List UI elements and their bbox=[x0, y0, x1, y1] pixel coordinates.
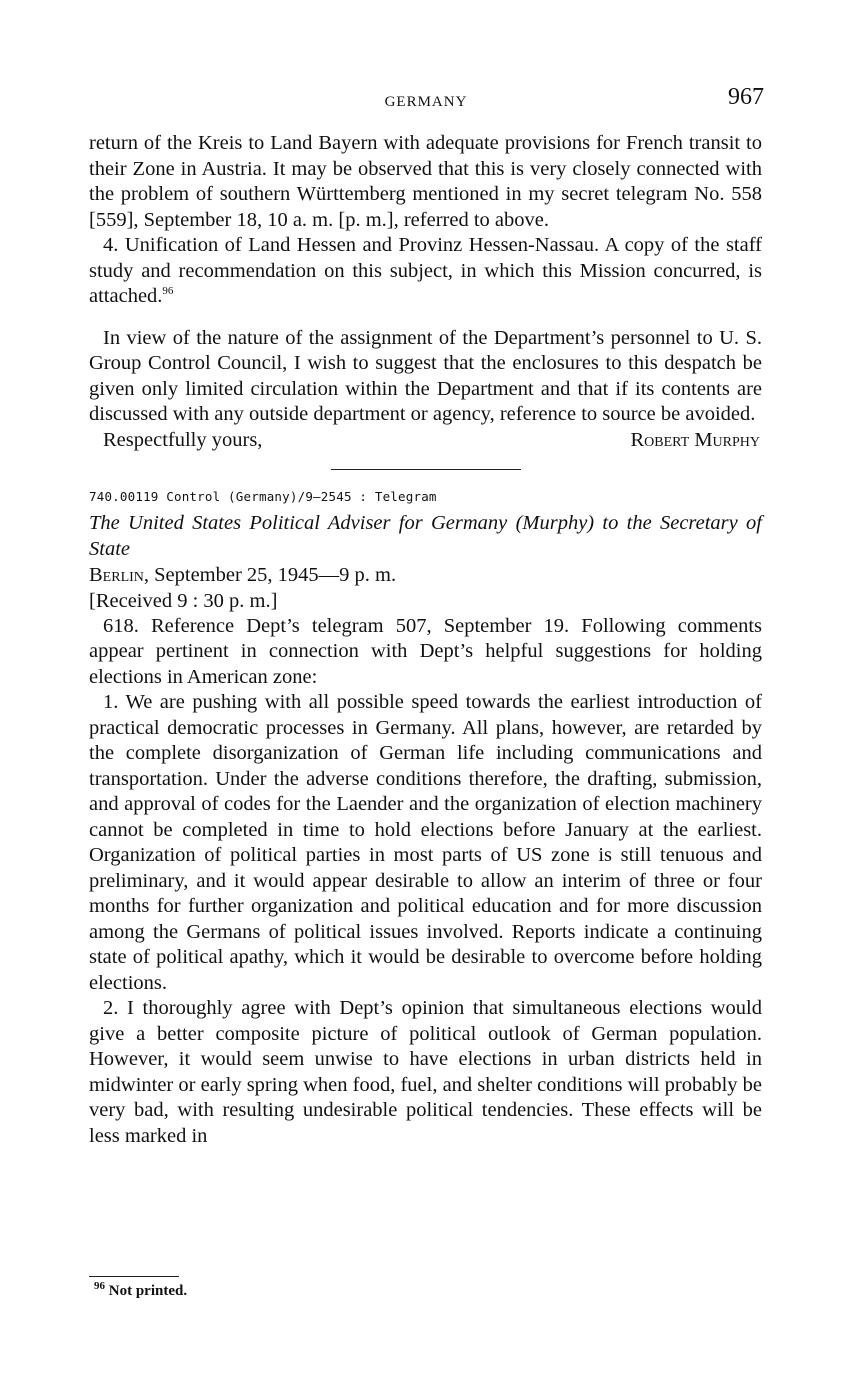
dateline-date: , September 25, 1945—9 p. m. bbox=[143, 563, 397, 586]
paragraph-item-2: 2. I thoroughly agree with Dept’s opinion that simultaneous elections would give a better composite picture of political outlook of German population. However, it would seem unwise to have elections in urban districts held in midwinter or early spring when food, fuel, and shelter conditions will probably be very bad, with resulting undesirable political tendencies. These effects will be less marked in bbox=[89, 997, 762, 1147]
received-line: [Received 9 : 30 p. m.] bbox=[89, 589, 278, 612]
document-heading: The United States Political Adviser for Germany (Murphy) to the Secretary of State bbox=[89, 511, 762, 560]
running-head bbox=[88, 84, 764, 116]
body-text bbox=[89, 131, 762, 1149]
paragraph-closing: In view of the nature of the assignment of the Department’s personnel to U. S. Group Control Council, I wish to suggest that the enclosures to this despatch be given only limited circulation within the Department and that if its contents are discussed with any outside department or agency, reference to source be avoided. bbox=[89, 326, 762, 425]
paragraph-item-1: 1. We are pushing with all possible speed towards the earliest introduction of practical democratic processes in Germany. All plans, however, are retarded by the complete disorganization of German life including communications and transportation. Under the adverse conditions therefore, the drafting, submission, and approval of codes for the Laender and the organization of election machinery cannot be completed in time to hold elections before January at the earliest. Organization of political parties in most parts of US zone is still tenuous and preliminary, and it would appear desirable to allow an interim of three or four months for further organization and political education and for more discussion among the Germans of political issues involved. Reports indicate a continuing state of political apathy, which it would be desirable to overcome before holding elections. bbox=[89, 691, 762, 994]
footnote-divider bbox=[89, 1276, 179, 1277]
page-number: 967 bbox=[728, 84, 764, 110]
paragraph: 618. Reference Dept’s telegram 507, September 19. Following comments appear pertinent in connection with Dept’s helpful suggestions for holding elections in American zone: bbox=[89, 614, 762, 688]
paragraph-item-4 bbox=[89, 233, 762, 310]
paragraph-text: 4. Unification of Land Hessen and Provinz Hessen-Nassau. A copy of the staff study and recommendation on this subject, in which this Mission concurred, is attached. bbox=[89, 234, 762, 307]
signature-line bbox=[89, 428, 762, 454]
footnote bbox=[94, 1280, 188, 1300]
dateline-place: Berlin bbox=[89, 563, 144, 586]
file-reference: 740.00119 Control (Germany)/9–2545 : Telegram bbox=[89, 489, 437, 504]
footnote-mark: 96 bbox=[94, 1280, 105, 1292]
paragraph: return of the Kreis to Land Bayern with adequate provisions for French transit to their Zone in Austria. It may be observed that this is very closely connected with the problem of southern Württemberg mentioned in my secret telegram No. 558 [559], September 18, 10 a. m. [p. m.], referred to above. bbox=[89, 132, 762, 231]
dateline bbox=[89, 562, 762, 588]
running-title: GERMANY bbox=[384, 94, 468, 110]
section-divider bbox=[331, 469, 521, 470]
closing-salutation: Respectfully yours, bbox=[103, 428, 263, 451]
signer-name: Robert Murphy bbox=[630, 428, 760, 451]
footnote-text: Not printed. bbox=[105, 1283, 188, 1299]
footnote-reference: 96 bbox=[162, 285, 174, 298]
